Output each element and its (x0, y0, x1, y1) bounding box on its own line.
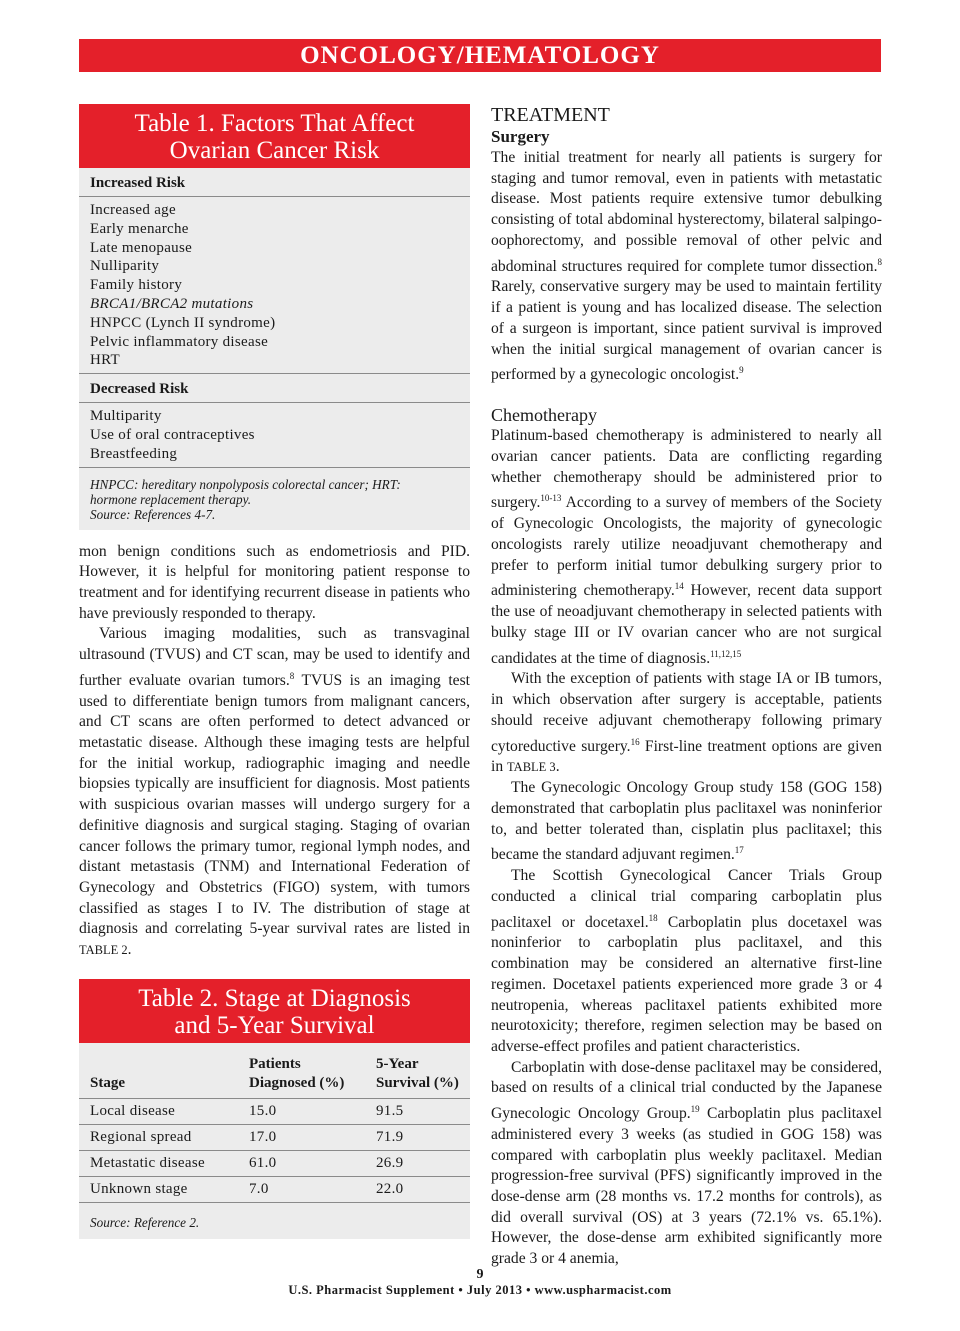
list-item: Family history (90, 277, 183, 294)
decreased-risk-list (79, 403, 470, 466)
table-1-title-line: Table 1. Factors That Affect (134, 110, 415, 137)
table-reference: TABLE 2 (79, 943, 128, 958)
table-1-title-line: Ovarian Cancer Risk (169, 137, 380, 164)
stage-survival-table (79, 1043, 470, 1203)
table-1-footnote (79, 467, 470, 530)
right-column (491, 104, 882, 1270)
increased-risk-heading: Increased Risk (79, 168, 470, 197)
page-footer: U.S. Pharmacist Supplement • July 2013 • www.uspharmacist.com (288, 1283, 672, 1297)
table-header-row (79, 1043, 470, 1099)
list-item: HNPCC (Lynch II syndrome) (90, 314, 276, 331)
list-item: Late menopause (90, 239, 193, 256)
list-item: Use of oral contraceptives (90, 426, 255, 443)
list-item: Increased age (90, 202, 176, 218)
page-number: 9 (476, 1267, 484, 1282)
list-item: Multiparity (90, 408, 162, 425)
footnote-line: HNPCC: hereditary nonpolyposis colorectal cancer; HRT: (90, 476, 401, 492)
left-column (79, 104, 470, 1239)
table-row: Local disease 15.0 91.5 (79, 1098, 470, 1124)
list-item: Early menarche (90, 220, 189, 237)
body-paragraph: mon benign conditions such as endometriosis and PID. However, it is helpful for monitoring patient response to treatment and for identifying recurrent disease in patients who have previously responded to therapy. (79, 542, 470, 622)
citation: 16 (630, 736, 640, 747)
decreased-risk-heading: Decreased Risk (79, 373, 470, 403)
table-row: Metastatic disease 61.0 26.9 (79, 1150, 470, 1176)
column-header: Stage (79, 1043, 238, 1099)
table-2-title-line: and 5-Year Survival (174, 1011, 375, 1039)
table-row: Unknown stage 7.0 22.0 (79, 1176, 470, 1202)
body-paragraph: The Gynecologic Oncology Group study 158 (GOG 158) demonstrated that carboplatin plus paclitaxel was noninferior to, and better tolerated than, cisplatin plus paclitaxel; this became the standard adjuvant regimen.$^{17}$ (491, 779, 882, 864)
citation: 19 (690, 1104, 700, 1115)
list-item: Breastfeeding (90, 445, 178, 462)
list-item: Pelvic inflammatory disease (90, 333, 269, 350)
section-banner: ONCOLOGY/HEMATOLOGY (79, 39, 881, 72)
table-reference: TABLE 3 (507, 760, 556, 775)
body-paragraph: With the exception of patients with stage IA or IB tumors, in which observation after surgery is acceptable, patients should receive adjuvant chemotherapy following primary cytoreductive surgery.$^{16}$ First-line treatment options are given in TABLE 3. (491, 670, 882, 776)
footnote-line: Source: References 4-7. (90, 506, 216, 522)
column-header: Patients Diagnosed (%) (238, 1043, 365, 1099)
column-header: 5-Year Survival (%) (365, 1043, 470, 1099)
table-1 (79, 104, 470, 530)
body-paragraph: The Scottish Gynecological Cancer Trials Group conducted a clinical trial comparing carboplatin plus paclitaxel or docetaxel.$^{18}$ Carboplatin plus docetaxel was noninferior to carboplatin plus paclitaxel, and this combination may be considered an alternative first-line regimen. Docetaxel patients experienced more grade 3 or 4 neutropenia, whereas paclitaxel patients exhibited more neurotoxicity; therefore, regimen selection may be based on adverse-effect profiles and patient characteristics. (491, 867, 882, 1055)
citation: 8 (289, 670, 295, 681)
table-2-title (79, 979, 470, 1043)
citation: 17 (734, 845, 744, 856)
body-paragraph: Various imaging modalities, such as transvaginal ultrasound (TVUS) and CT scan, may be used to identify and further evaluate ovarian tumors.$^8$ TVUS is an imaging test used to differentiate benign tumors from malignant cancers, and CT scans are often performed to detect advanced or metastatic disease. Although these imaging tests are helpful for the initial workup, radiographic imaging and needle biopsies typically are insufficient for diagnosis. Most patients with suspicious ovarian masses will undergo surgery for a definitive diagnosis and surgical staging. Staging of ovarian cancer follows the primary tumor, regional lymph nodes, and distant metastasis (TNM) and International Federation of Gynecology and Obstetrics (FIGO) system, with tumors classified as stages I to IV. The distribution of stage at diagnosis and correlating 5-year survival rates are listed in TABLE 2. (79, 625, 470, 959)
body-paragraph: Platinum-based chemotherapy is administered to nearly all ovarian cancer patients. Data are conflicting regarding whether chemotherapy should be administered prior to surgery.$^{10-13}$ According to a survey of members of the Society of Gynecologic Oncologists, the majority of gynecologic oncologists rarely utilize neoadjuvant chemotherapy and prefer to perform initial tumor debulking surgery prior to administering chemotherapy.$^{14}$ However, recent data support the use of neoadjuvant chemotherapy in selected patients with bulky stage III or IV ovarian cancer who are not surgical candidates at the time of diagnosis.$^{11,12,15}$ (491, 427, 883, 667)
section-heading: TREATMENT (491, 104, 610, 126)
table-row: Regional spread 17.0 71.9 (79, 1124, 470, 1150)
list-item: Nulliparity (90, 258, 160, 275)
list-item: BRCA1/BRCA2 mutations (90, 295, 254, 312)
body-paragraph: Carboplatin with dose-dense paclitaxel may be considered, based on results of a clinical trial conducted by the Japanese Gynecologic Oncology Group.$^{19}$ Carboplatin plus paclitaxel administered every 3 weeks (as studied in GOG 158) was compared with carboplatin plus weekly paclitaxel. Median progression-free survival (PFS) significantly improved in the dose-dense arm (28 months vs. 17.2 months for controls), as did overall survival (OS) at 3 years (72.1% vs. 65.1%). However, the dose-dense arm exhibited significantly more grade 3 or 4 anemia, (491, 1058, 883, 1268)
citation: 10-13 (540, 493, 562, 504)
table-1-title (79, 104, 470, 168)
citation: 14 (674, 581, 684, 592)
table-2 (79, 979, 470, 1239)
subsection-heading-chemotherapy: Chemotherapy (491, 405, 597, 426)
citation: 8 (877, 256, 882, 267)
subsection-heading-surgery: Surgery (491, 127, 550, 146)
citation: 11,12,15 (710, 648, 742, 659)
list-item: HRT (90, 352, 120, 369)
citation: 9 (739, 365, 744, 376)
table-2-footnote: Source: Reference 2. (90, 1214, 200, 1230)
table-2-title-line: Table 2. Stage at Diagnosis (138, 984, 411, 1012)
body-paragraph: The initial treatment for nearly all patients is surgery for staging and tumor removal, even in patients with metastatic disease. Most patients require extensive tumor debulking consisting of total abdominal hysterectomy, bilateral salpingo-oophorectomy, and possible removal of other pelvic and abdominal structures required for complete tumor dissection.$^8$ Rarely, conservative surgery may be used to maintain fertility if a patient is young and has localized disease. The selection of a surgeon is important, since patient survival is improved when the initial surgical management of ovarian cancer is performed by a gynecologic oncologist.$^9$ (491, 149, 882, 384)
increased-risk-list (79, 197, 470, 373)
footnote-line: hormone replacement therapy. (90, 491, 252, 507)
citation: 18 (648, 912, 658, 923)
